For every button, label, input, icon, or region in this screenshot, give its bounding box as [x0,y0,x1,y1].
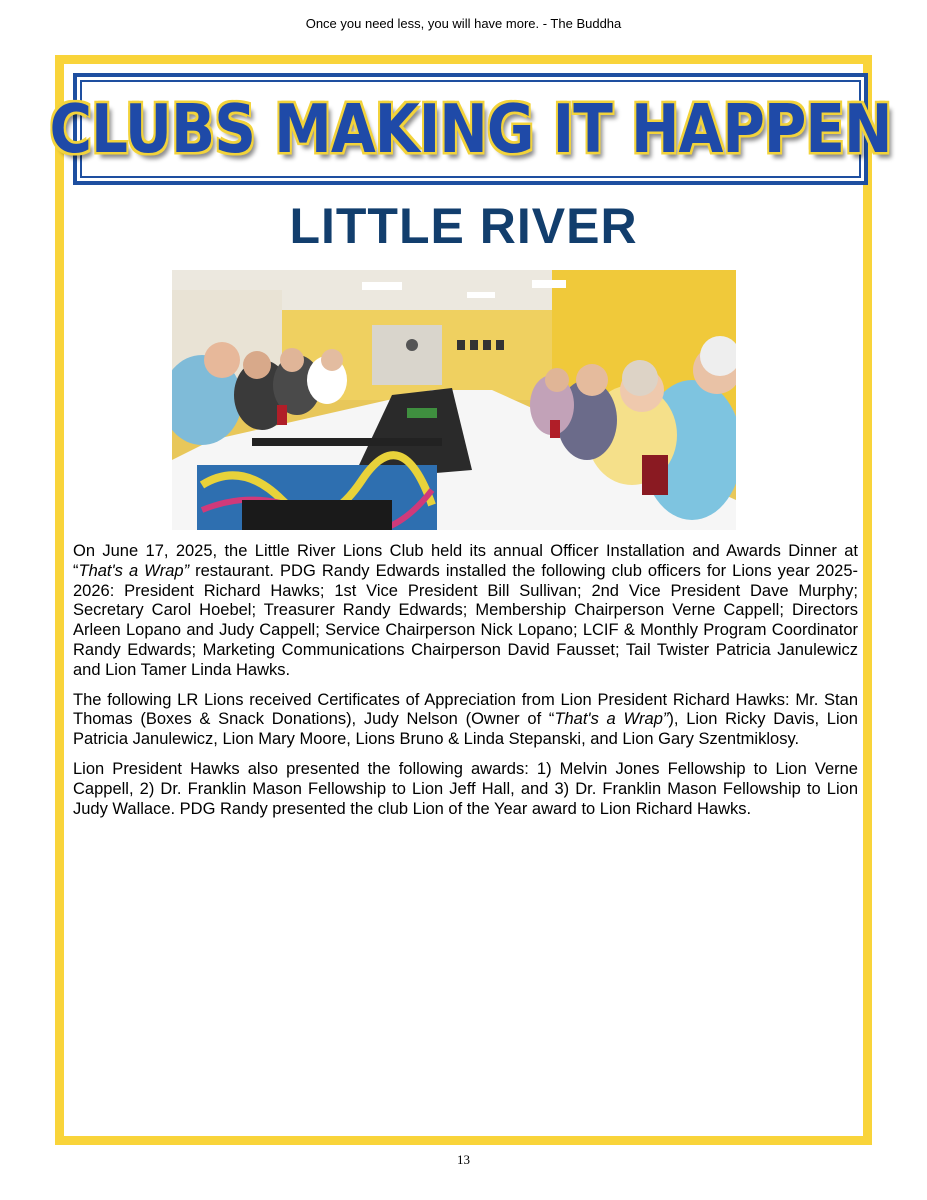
article-paragraph-1 [73,542,858,681]
p2-text-a: The following LR Lions received Certificates of Appreciation from Lion President Richard Hawks: Mr. Stan Thomas (Boxes & Snack Donations), Judy Nelson (Owner of “ [73,690,858,729]
article-paragraph-3: Lion President Hawks also presented the following awards: 1) Melvin Jones Fellowship to Lion Verne Cappell, 2) Dr. Franklin Mason Fellowship to Lion Jeff Hall, and 3) Dr. Franklin Mason Fellowship to Lion Judy Wallace. PDG Randy presented the club Lion of the Year award to Lion Richard Hawks. [73,759,858,818]
article-body [73,542,858,829]
p1-text-b: restaurant. PDG Randy Edwards installed the following club officers for Lions year 2025-2026: President Richard Hawks; 1st Vice President Bill Sullivan; 2nd Vice President Dave Murphy; Secretary Carol Hoebel; Treasurer Randy Edwards; Membership Chairperson Verne Cappell; Directors Arleen Lopano and Judy Cappell; Service Chairperson Nick Lopano; LCIF & Monthly Program Coordinator Randy Edwards; Marketing Communications Chairperson David Fausset; Tail Twister Patricia Janulewicz and Lion Tamer Linda Hawks. [73,561,858,679]
group-dinner-photo [172,270,736,530]
p2-text-b: ), Lion Ricky Davis, Lion Patricia Janulewicz, Lion Mary Moore, Lions Bruno & Linda Stepanski, and Lion Gary Szentmiklosy. [73,710,858,749]
p1-italic-restaurant: That's a Wrap” [78,561,190,580]
p1-text-a: On June 17, 2025, the Little River Lions Club held its annual Officer Installation and Awards Dinner at “ [73,542,858,580]
article-paragraph-2 [73,691,858,750]
banner-title: CLUBS MAKING IT HAPPEN [49,89,892,169]
header-quote: Once you need less, you will have more. - The Buddha [305,16,622,31]
club-name-heading: LITTLE RIVER [289,198,638,254]
p2-italic-restaurant: That's a Wrap” [554,710,669,729]
page-number: 13 [457,1152,470,1167]
page-frame [49,55,892,1145]
section-banner [49,73,892,185]
